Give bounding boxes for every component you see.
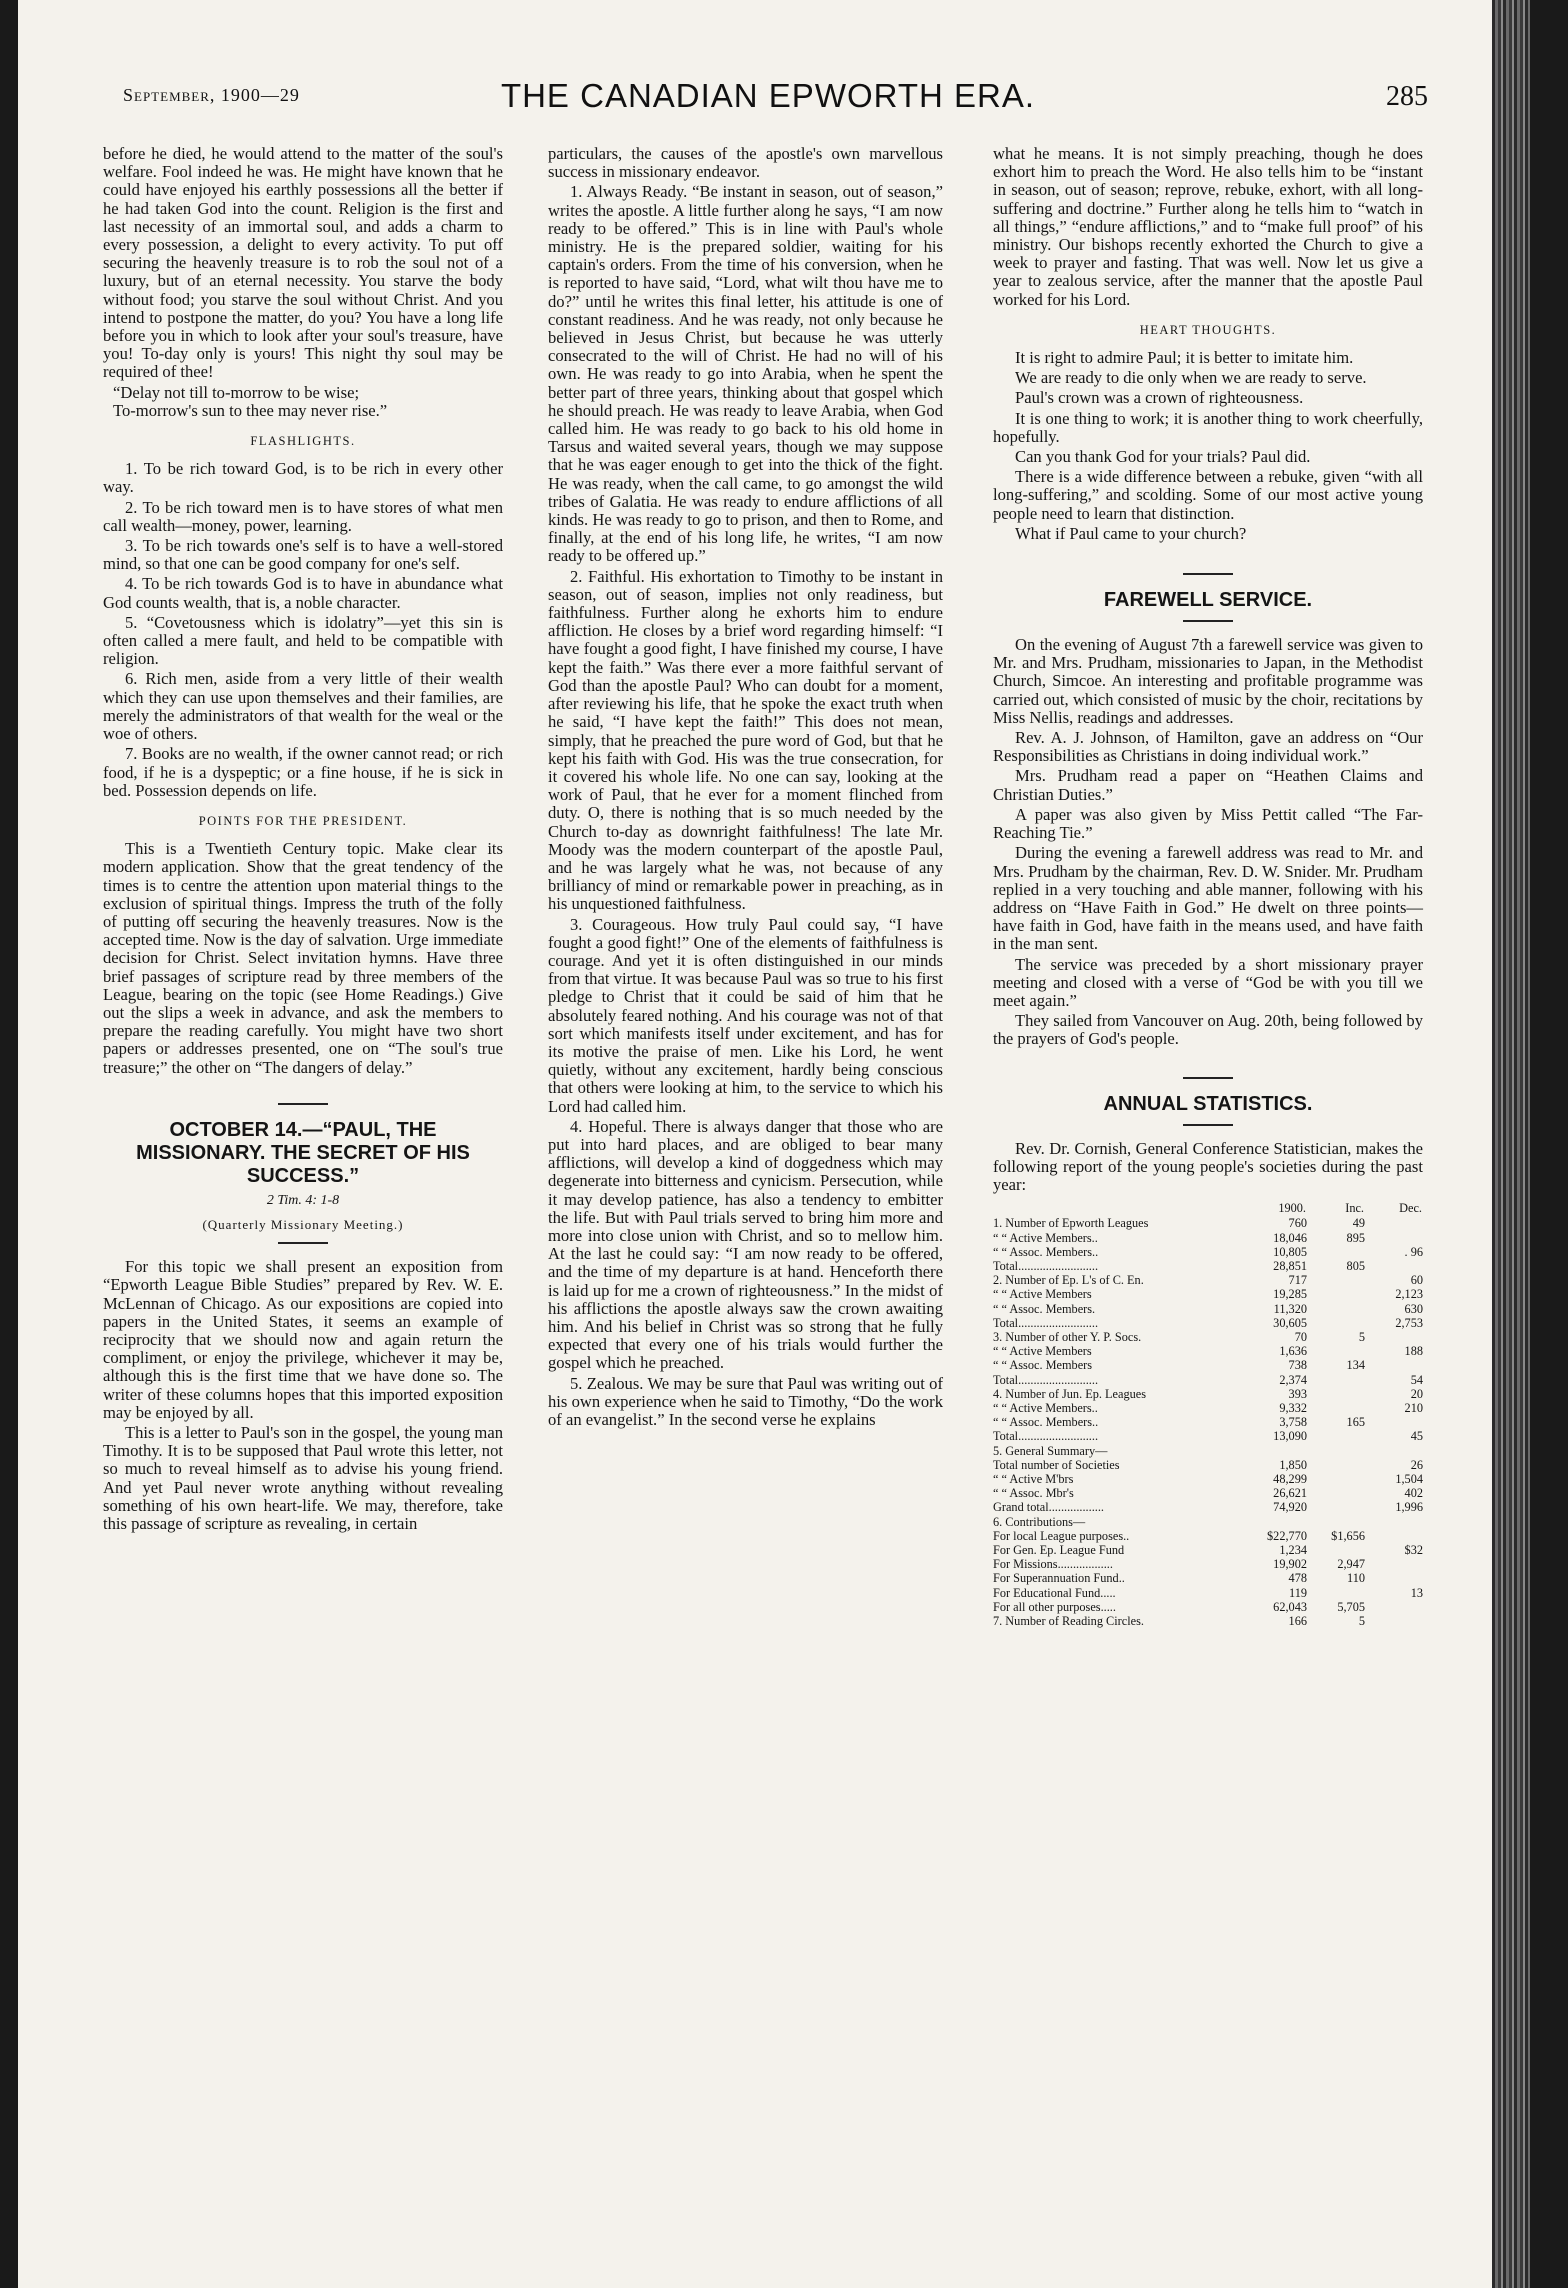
table-cell: 2. Number of Ep. L's of C. En. [993, 1273, 1144, 1288]
table-row [993, 1302, 1423, 1316]
table-row [993, 1287, 1423, 1301]
table-row [993, 1500, 1423, 1514]
table-cell [1307, 1444, 1365, 1458]
page-header [103, 75, 1433, 135]
table-row [993, 1401, 1423, 1415]
section-heading: FLASHLIGHTS. [250, 434, 356, 449]
table-cell: 1,636 [1279, 1344, 1307, 1359]
newspaper-page [18, 0, 1530, 2288]
table-cell: “ “ Active M'brs [993, 1472, 1074, 1486]
verse [103, 384, 503, 420]
table-cell: 1,234 [1279, 1543, 1307, 1558]
table-cell: 20 [1410, 1386, 1423, 1401]
table-cell: 2,753 [1395, 1315, 1423, 1330]
table-cell [1365, 1614, 1423, 1628]
divider [1183, 573, 1233, 575]
table-cell: 1,850 [1279, 1457, 1307, 1472]
verse-line: To-morrow's sun to thee may never rise.” [113, 400, 388, 420]
table-cell: 45 [1410, 1429, 1423, 1444]
column-3 [993, 145, 1423, 1628]
paragraph: 3. Courageous. How truly Paul could say, “I have fought a good fight!” One of the elements of faithfulness is courage. And yet it is often distinguished in our minds from that virtue. It was because Paul was so true to his first pledge to Christ that it could be said of him that he absolutely feared nothing. And his courage was not of that sort which manifests itself under excitement, and has for its motive the praise of men. Like his Lord, he went quietly, without any excitement, hardly being conscious that others were looking at him, to the service to which his Lord had called him. [548, 914, 943, 1116]
table-row [993, 1515, 1423, 1529]
statistics-table [993, 1200, 1423, 1628]
table-row [993, 1458, 1423, 1472]
list-item: It is one thing to work; it is another thing to work cheerfully, hopefully. [993, 408, 1423, 446]
table-row [993, 1387, 1423, 1401]
table-cell: $32 [1404, 1543, 1423, 1558]
table-row [993, 1373, 1423, 1387]
table-cell [1365, 1259, 1423, 1273]
list-item: 1. To be rich toward God, is to be rich in every other way. [103, 459, 503, 497]
column-2 [548, 145, 943, 1431]
table-cell [1365, 1600, 1423, 1614]
table-cell: For Superannuation Fund.. [993, 1571, 1125, 1586]
table-cell: 3. Number of other Y. P. Socs. [993, 1329, 1142, 1344]
table-cell: For all other purposes..... [993, 1599, 1116, 1614]
table-cell [1307, 1500, 1365, 1514]
table-cell [1307, 1458, 1365, 1472]
meeting-note: (Quarterly Missionary Meeting.) [202, 1216, 404, 1232]
paragraph: Mrs. Prudham read a paper on “Heathen Claims and Christian Duties.” [993, 766, 1423, 804]
table-row [993, 1543, 1423, 1557]
table-cell [1307, 1429, 1365, 1443]
divider [1183, 1077, 1233, 1079]
table-cell: 70 [1294, 1329, 1307, 1344]
table-cell [1365, 1330, 1423, 1344]
table-cell: 1. Number of Epworth Leagues [993, 1216, 1149, 1231]
table-row [993, 1614, 1423, 1628]
table-cell: 54 [1410, 1372, 1423, 1387]
table-cell: 5 [1358, 1329, 1365, 1344]
table-cell: . 96 [1404, 1244, 1423, 1259]
table-cell: 5. General Summary— [993, 1443, 1108, 1458]
article-title: OCTOBER 14.—“PAUL, THE MISSIONARY. THE SECRET OF HIS SUCCESS.” [136, 1118, 470, 1187]
table-cell: 2,947 [1337, 1557, 1365, 1572]
table-cell: 402 [1404, 1486, 1423, 1501]
table-cell [1307, 1273, 1365, 1287]
table-row [993, 1330, 1423, 1344]
paragraph: This is a Twentieth Century topic. Make clear its modern application. Show that the great tendency of the times is to centre the attention upon material things to the exclusion of spiritual things. Impress the truth of the folly of putting off securing the heavenly treasures. Now is the accepted time. Now is the day of salvation. Urge immediate decision for Christ. Select invitation hymns. Have three brief passages of scripture read by three members of the League, bearing on the topic (see Home Readings.) Give out the slips a week in advance, and ask the members to prepare the reading carefully. You might have two short papers or addresses presented, one on “The soul's true treasure;” the other on “The dangers of delay.” [103, 839, 503, 1077]
table-cell: 18,046 [1273, 1230, 1307, 1245]
table-cell: Total.......................... [993, 1315, 1099, 1330]
table-cell [1249, 1515, 1307, 1529]
scripture-reference: 2 Tim. 4: 1-8 [266, 1192, 340, 1208]
table-cell: 2,374 [1279, 1372, 1307, 1387]
paragraph: what he means. It is not simply preaching, though he does exhort him to preach the Word. He also tells him to be “instant in season, out of season; reprove, rebuke, exhort, with all long-suffering and doctrine.” Further along he tells him to “watch in all things,” “endure afflictions,” and to “make full proof” of his ministry. Our bishops recently exhorted the Church to give a week to prayer and fasting. That was well. Now let us give a year to zealous service, after the manner that the apostle Paul worked for his Lord. [993, 144, 1423, 309]
list-item: 2. To be rich toward men is to have stores of what men call wealth—money, power, learning. [103, 497, 503, 535]
table-cell: 74,920 [1273, 1500, 1307, 1515]
table-cell: 7. Number of Reading Circles. [993, 1614, 1144, 1629]
table-cell: Total.......................... [993, 1258, 1099, 1273]
table-row [993, 1358, 1423, 1372]
table-cell: 19,902 [1273, 1557, 1307, 1572]
table-cell [1307, 1387, 1365, 1401]
table-cell: 62,043 [1273, 1599, 1307, 1614]
table-cell: 738 [1288, 1358, 1307, 1373]
table-cell [1365, 1515, 1423, 1529]
table-cell [1307, 1586, 1365, 1600]
table-cell: 393 [1288, 1386, 1307, 1401]
paragraph: A paper was also given by Miss Pettit called “The Far-Reaching Tie.” [993, 804, 1423, 843]
paragraph: The service was preceded by a short missionary prayer meeting and closed with a verse of “God be with you till we meet again.” [993, 954, 1423, 1010]
table-row [993, 1571, 1423, 1585]
table-cell [1307, 1316, 1365, 1330]
list-item: It is right to admire Paul; it is better to imitate him. [1015, 348, 1354, 368]
table-cell: “ “ Assoc. Members. [993, 1301, 1096, 1316]
table-row [993, 1316, 1423, 1330]
table-cell [1307, 1472, 1365, 1486]
table-cell: 13 [1410, 1585, 1423, 1600]
table-cell: “ “ Active Members.. [993, 1230, 1098, 1245]
table-cell [1307, 1245, 1365, 1259]
list-item: 5. “Covetousness which is idolatry”—yet this sin is often called a mere fault, and held to be compatible with religion. [103, 612, 503, 669]
table-cell: Total.......................... [993, 1372, 1099, 1387]
paragraph: before he died, he would attend to the matter of the soul's welfare. Fool indeed he was. He might have known that he could have enjoyed his earthly possessions all the better if he had taken God into the count. Religion is the first and last necessity of an immortal soul, and adds a charm to every possession, a delight to every activity. To put off securing the heavenly treasure is to rob the soul not of a luxury, but of an eternal necessity. You starve the body without food; you starve the soul without Christ. And you intend to postpone the matter, do you? You have a long life before you in which to look after your soul's treasure, have you! To-day only is yours! This night thy soul may be required of thee! [103, 144, 503, 382]
paragraph: They sailed from Vancouver on Aug. 20th, being followed by the prayers of God's people. [993, 1011, 1423, 1049]
table-header-cell: Dec. [1399, 1201, 1422, 1216]
table-cell: 13,090 [1273, 1429, 1307, 1444]
table-header-cell: Inc. [1345, 1201, 1364, 1216]
table-cell [1307, 1344, 1365, 1358]
divider [1183, 1124, 1233, 1126]
table-cell: 760 [1288, 1216, 1307, 1231]
list-item: What if Paul came to your church? [1015, 523, 1247, 543]
table-cell: “ “ Active Members [993, 1344, 1092, 1359]
table-cell: 1,504 [1395, 1472, 1423, 1486]
table-cell: 110 [1347, 1571, 1365, 1586]
table-cell: For Missions.................. [993, 1557, 1113, 1572]
table-cell: 26 [1410, 1457, 1423, 1472]
verse-line: “Delay not till to-morrow to be wise; [113, 382, 360, 402]
list-item: 7. Books are no wealth, if the owner cannot read; or rich food, if he is a dyspeptic; or a fine house, if he is sick in bed. Possession depends on life. [103, 744, 503, 800]
table-cell [1307, 1543, 1365, 1557]
table-row [993, 1344, 1423, 1358]
table-cell: 119 [1289, 1585, 1307, 1600]
table-cell: 805 [1346, 1258, 1365, 1273]
section-heading: POINTS FOR THE PRESIDENT. [198, 813, 408, 828]
table-row [993, 1444, 1423, 1458]
table-cell: 2,123 [1395, 1287, 1423, 1302]
table-row [993, 1245, 1423, 1259]
table-cell [1365, 1415, 1423, 1429]
table-header-cell: 1900. [1278, 1201, 1306, 1216]
table-cell: 478 [1288, 1571, 1307, 1586]
list-item: There is a wide difference between a rebuke, given “with all long-suffering,” and scolding. Some of our most active young people need to learn that distinction. [993, 467, 1423, 523]
table-cell: For local League purposes.. [993, 1528, 1130, 1543]
table-cell [1365, 1358, 1423, 1372]
article-title: FAREWELL SERVICE. [1103, 589, 1313, 612]
table-row [993, 1557, 1423, 1571]
book-edge [1492, 0, 1530, 2288]
table-header-row [993, 1200, 1423, 1216]
list-item: Paul's crown was a crown of righteousness. [1015, 388, 1304, 408]
table-cell: 134 [1346, 1358, 1365, 1373]
table-cell [1365, 1231, 1423, 1245]
paragraph: particulars, the causes of the apostle's own marvellous success in missionary endeavor. [548, 144, 943, 182]
table-cell: $1,656 [1331, 1528, 1365, 1543]
table-cell: 210 [1404, 1400, 1423, 1415]
table-cell: 165 [1346, 1415, 1365, 1430]
list-item: 3. To be rich towards one's self is to have a well-stored mind, so that one can be good company for one's self. [103, 536, 503, 574]
table-cell: For Gen. Ep. League Fund [993, 1543, 1125, 1558]
issue-date: September, 1900—29 [123, 85, 300, 105]
article-title: ANNUAL STATISTICS. [1103, 1092, 1313, 1115]
paragraph: 5. Zealous. We may be sure that Paul was writing out of his own experience when he said to Timothy, “Do the work of an evangelist.” In the second verse he explains [548, 1373, 943, 1430]
table-cell: 10,805 [1273, 1244, 1307, 1259]
divider [1183, 620, 1233, 622]
table-cell: 3,758 [1279, 1415, 1307, 1430]
table-cell: 5,705 [1337, 1599, 1365, 1614]
list-item: We are ready to die only when we are ready to serve. [1015, 368, 1367, 388]
table-cell: “ “ Assoc. Mbr's [993, 1486, 1074, 1501]
column-1 [103, 145, 503, 1535]
table-cell [1365, 1529, 1423, 1543]
table-cell: 1,996 [1395, 1500, 1423, 1515]
table-cell: 5 [1358, 1614, 1365, 1629]
table-cell: Total number of Societies [993, 1457, 1120, 1472]
table-cell: Grand total.................. [993, 1500, 1104, 1515]
divider [278, 1103, 328, 1105]
paragraph: 4. Hopeful. There is always danger that those who are put into hard places, and are obliged to bear many afflictions, will develop a kind of doggedness which may degenerate into bitterness and cynicism. Persecution, while it may develop patience, has also a tendency to embitter the life. But with Paul trials served to bring him more and more into close union with Christ, and so to mellow him. At the last he could say: “I am now ready to be offered, and the time of my departure is at hand. Henceforth there is laid up for me a crown of righteousness.” In the midst of his afflictions the apostle always saw the crown awaiting him. And his belief in Christ was so strong that he fully expected that every one of his trials would further the gospel which he preached. [548, 1116, 943, 1373]
table-cell: 4. Number of Jun. Ep. Leagues [993, 1386, 1146, 1401]
section-heading: HEART THOUGHTS. [1139, 322, 1277, 337]
table-row [993, 1600, 1423, 1614]
paragraph: During the evening a farewell address was read to Mr. and Mrs. Prudham by the chairman, Rev. D. W. Snider. Mr. Prudham replied in a very touching and able manner, following with his address on “Have Faith in God.” He dwelt on three points—have faith in God, have faith in the means used, and have faith in the man sent. [993, 843, 1423, 954]
page-number: 285 [1386, 81, 1428, 112]
table-cell: “ “ Active Members.. [993, 1400, 1098, 1415]
table-row [993, 1486, 1423, 1500]
table-cell [1307, 1401, 1365, 1415]
table-cell [1307, 1302, 1365, 1316]
table-cell: 49 [1352, 1216, 1365, 1231]
table-cell: 717 [1288, 1273, 1307, 1288]
table-cell: 60 [1410, 1273, 1423, 1288]
table-cell [1365, 1444, 1423, 1458]
table-cell [1307, 1515, 1365, 1529]
table-row [993, 1429, 1423, 1443]
list-item: 4. To be rich towards God is to have in abundance what God counts wealth, that is, a noble character. [103, 574, 503, 612]
table-row [993, 1415, 1423, 1429]
table-cell [1365, 1571, 1423, 1585]
table-cell: “ “ Assoc. Members [993, 1358, 1093, 1373]
list-item: 6. Rich men, aside from a very little of their wealth which they can use upon themselves and their families, are merely the administrators of that wealth for the weal or the woe of others. [103, 669, 503, 744]
table-row [993, 1259, 1423, 1273]
table-row [993, 1472, 1423, 1486]
table-cell: Total.......................... [993, 1429, 1099, 1444]
table-cell: 188 [1404, 1344, 1423, 1359]
paragraph: This is a letter to Paul's son in the gospel, the young man Timothy. It is to be supposed that Paul wrote this letter, not so much to reveal himself as to advise his young friend. And yet Paul never wrote anything without revealing something of his own heart-life. We may, therefore, take this passage of scripture as revealing, in certain [103, 1422, 503, 1533]
table-cell: 166 [1288, 1614, 1307, 1629]
table-cell: 9,332 [1279, 1400, 1307, 1415]
table-cell [1249, 1444, 1307, 1458]
table-header-cell [993, 1200, 1249, 1216]
table-row [993, 1529, 1423, 1543]
table-cell [1307, 1287, 1365, 1301]
table-cell: “ “ Active Members [993, 1287, 1092, 1302]
table-cell: 30,605 [1273, 1315, 1307, 1330]
table-row [993, 1273, 1423, 1287]
table-cell [1307, 1486, 1365, 1500]
paragraph: On the evening of August 7th a farewell service was given to Mr. and Mrs. Prudham, missionaries to Japan, in the Methodist Church, Simcoe. An interesting and profitable programme was carried out, which consisted of music by the choir, recitations by Miss Nellis, readings and addresses. [993, 635, 1423, 727]
table-cell: 19,285 [1273, 1287, 1307, 1302]
table-cell: “ “ Assoc. Members.. [993, 1244, 1099, 1259]
table-cell: For Educational Fund..... [993, 1585, 1116, 1600]
table-cell: 11,320 [1273, 1301, 1307, 1316]
paragraph: For this topic we shall present an exposition from “Epworth League Bible Studies” prepared by Rev. W. E. McLennan of Chicago. As our expositions are copied into papers in the United States, it seems an example of reciprocity that we should now and again return the compliment, or enjoy the privilege, whichever it may be, although this is the first time that we have done so. The writer of these columns hopes that this imported exposition may be enjoyed by all. [103, 1257, 503, 1422]
table-cell: 895 [1346, 1230, 1365, 1245]
table-cell [1365, 1557, 1423, 1571]
table-cell [1307, 1373, 1365, 1387]
paragraph: 1. Always Ready. “Be instant in season, out of season,” writes the apostle. A little further along he says, “I am now ready to be offered.” This is in line with Paul's whole ministry. He is the prepared soldier, waiting for his captain's orders. From the time of his conversion, when he is reported to have said, “Lord, what wilt thou have me to do?” until he writes this final letter, his attitude is one of constant readiness. And he was ready, not only because he believed in Jesus Christ, but because he was utterly consecrated to the will of Christ. He had no will of his own. He was ready to go into Arabia, when he spent the better part of three years, thinking about that gospel which he should preach. He was ready to leave Arabia, when God called him. He was ready to go back to his old home in Tarsus and waited several years, though we may suppose that he was eager enough to get into the thick of the fight. He was ready, when the call came, to go amongst the wild tribes of Galatia. He was ready to endure afflictions of all kinds. He was ready to go to prison, and then to Rome, and finally, at the end of his long life, he writes, “I am now ready to be offered up.” [548, 182, 943, 566]
table-cell: 26,621 [1273, 1486, 1307, 1501]
table-cell: $22,770 [1267, 1528, 1307, 1543]
divider [278, 1242, 328, 1244]
table-cell: 28,851 [1273, 1258, 1307, 1273]
paragraph: Rev. A. J. Johnson, of Hamilton, gave an address on “Our Responsibilities as Christians in doing individual work.” [993, 728, 1423, 766]
masthead-title: THE CANADIAN EPWORTH ERA. [500, 77, 1036, 114]
table-cell: 6. Contributions— [993, 1514, 1086, 1529]
list-item: Can you thank God for your trials? Paul did. [1015, 447, 1311, 467]
paragraph: Rev. Dr. Cornish, General Conference Statistician, makes the following report of the young people's societies during the past year: [993, 1138, 1423, 1194]
table-cell [1365, 1216, 1423, 1230]
table-row [993, 1586, 1423, 1600]
table-row [993, 1231, 1423, 1245]
table-cell: 48,299 [1273, 1472, 1307, 1486]
table-row [993, 1216, 1423, 1230]
table-cell: 630 [1404, 1301, 1423, 1316]
paragraph: 2. Faithful. His exhortation to Timothy to be instant in season, out of season, implies not only readiness, but faithfulness. Further along he exhorts him to endure affliction. He closes by a brief word regarding himself: “I have fought a good fight, I have finished my course, I have kept the faith.” Was there ever a more faithful servant of God than the apostle Paul? Who can doubt for a moment, after reviewing his life, that he spoke the exact truth when he said, “I have kept the faith!” This does not mean, simply, that he preached the pure word of God, but that he kept his faith with God. His was the true consecration, for it covered his whole life. No one can say, looking at the work of Paul, that he ever for a moment flinched from duty. O, there is nothing that is so much needed by the Church to-day as downright faithfulness! The late Mr. Moody was the modern counterpart of the apostle Paul, and he was largely what he was, not because of any brilliancy of mind or remarkable power in preaching, as in his unquestioned faithfulness. [548, 566, 943, 914]
table-cell: “ “ Assoc. Members.. [993, 1415, 1099, 1430]
